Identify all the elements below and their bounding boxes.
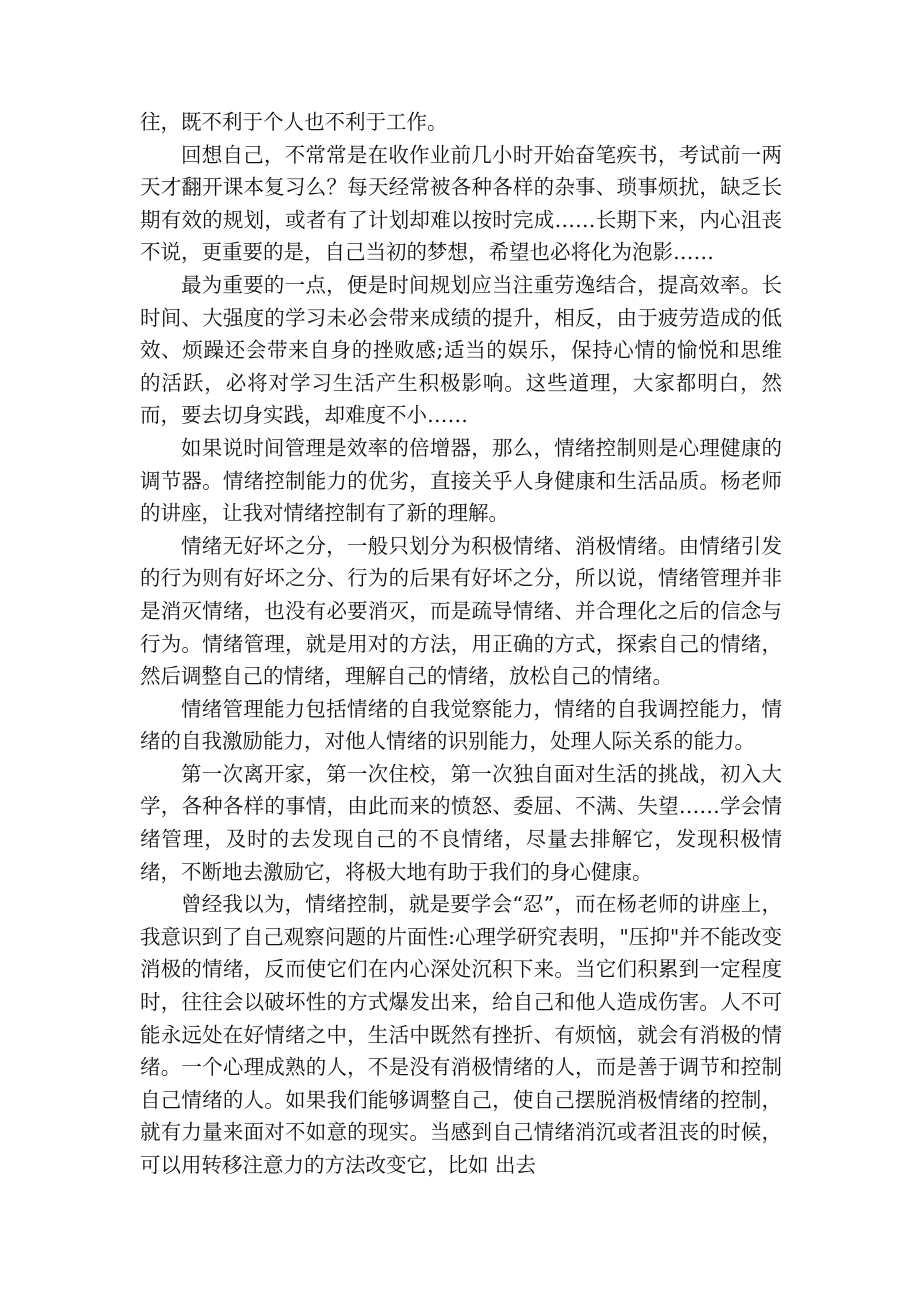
paragraph-7: 第一次离开家，第一次住校，第一次独自面对生活的挑战，初入大学，各种各样的事情，由此而来的愤怒、委屈、不满、失望……学会情绪管理，及时的去发现自己的不良情绪，尽量去排解它，发现积极情绪，不断地去激励它，将极大地有助于我们的身心健康。 bbox=[140, 761, 782, 884]
paragraph-8: 曾经我以为，情绪控制，就是要学会“忍”，而在杨老师的讲座上，我意识到了自己观察问题的片面性:心理学研究表明，"压抑"并不能改变消极的情绪，反而使它们在内心深处沉积下来。当它们积累到一定程度时，往往会以破坏性的方式爆发出来，给自己和他人造成伤害。人不可能永远处在好情绪之中，生活中既然有挫折、有烦恼，就会有消极的情绪。一个心理成熟的人，不是没有消极情绪的人，而是善于调节和控制自己情绪的人。如果我们能够调整自己，使自己摆脱消极情绪的控制，就有力量来面对不如意的现实。当感到自己情绪消沉或者沮丧的时候，可以用转移注意力的方法改变它，比如 出去 bbox=[140, 892, 782, 1177]
paragraph-5: 情绪无好坏之分，一般只划分为积极情绪、消极情绪。由情绪引发的行为则有好坏之分、行为的后果有好坏之分，所以说，情绪管理并非是消灭情绪，也没有必要消灭，而是疏导情绪、并合理化之后的信念与行为。情绪管理，就是用对的方法，用正确的方式，探索自己的情绪，然后调整自己的情绪，理解自己的情绪，放松自己的情绪。 bbox=[140, 533, 782, 689]
paragraph-2: 回想自己，不常常是在收作业前几小时开始奋笔疾书，考试前一两天才翻开课本复习么？每天经常被各种各样的杂事、琐事烦扰，缺乏长期有效的规划，或者有了计划却难以按时完成……长期下来，内心沮丧不说，更重要的是，自己当初的梦想，希望也必将化为泡影…… bbox=[140, 142, 782, 265]
paragraph-3: 最为重要的一点，便是时间规划应当注重劳逸结合，提高效率。长时间、大强度的学习未必会带来成绩的提升，相反，由于疲劳造成的低效、烦躁还会带来自身的挫败感;适当的娱乐，保持心情的愉悦和思维的活跃，必将对学习生活产生积极影响。这些道理，大家都明白，然而，要去切身实践，却难度不小…… bbox=[140, 272, 782, 428]
paragraph-6: 情绪管理能力包括情绪的自我觉察能力，情绪的自我调控能力，情绪的自我激励能力，对他人情绪的识别能力，处理人际关系的能力。 bbox=[140, 696, 782, 754]
document-page bbox=[140, 106, 782, 1182]
paragraph-1: 往，既不利于个人也不利于工作。 bbox=[140, 110, 448, 134]
paragraph-4: 如果说时间管理是效率的倍增器，那么，情绪控制则是心理健康的调节器。情绪控制能力的优劣，直接关乎人身健康和生活品质。杨老师的讲座，让我对情绪控制有了新的理解。 bbox=[140, 435, 782, 526]
